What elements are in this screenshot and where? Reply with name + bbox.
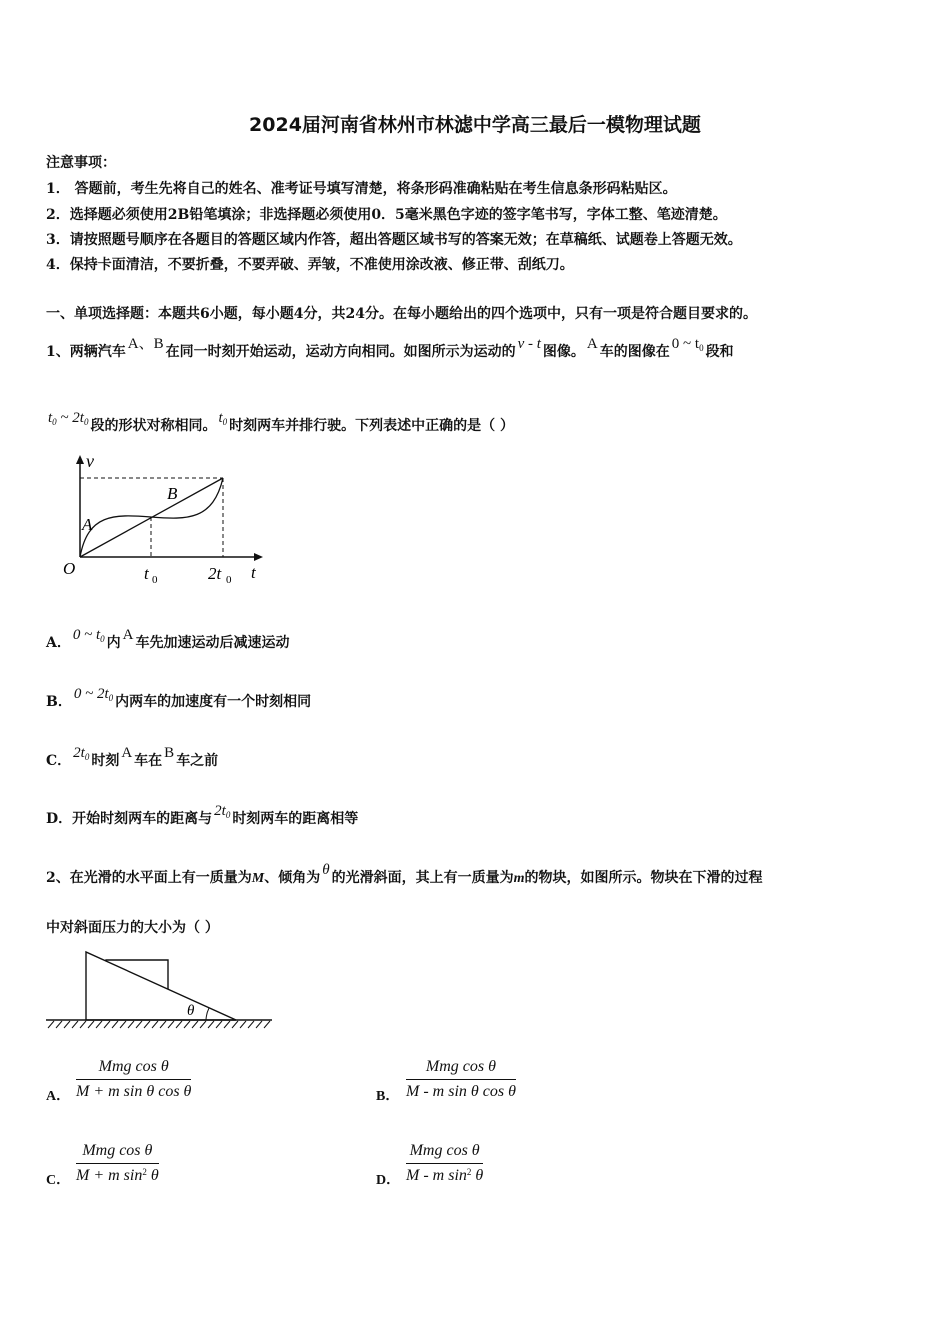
numerator-text: Mmg cos θ: [82, 1142, 153, 1159]
numerator-text: Mmg cos θ: [425, 1058, 496, 1075]
q1-text: 段和: [705, 344, 734, 360]
graph-label-2t0-sub: 0: [226, 574, 232, 586]
q2-option-a-letter[interactable]: A．: [46, 1089, 71, 1104]
q2-stem-line2: 中对斜面压力的大小为（ ）: [46, 920, 219, 936]
note-item-4: 4．保持卡面清洁，不要折叠，不要弄破、弄皱，不准使用涂改液、修正带、刮纸刀。: [46, 257, 574, 273]
q1-math-t0: [218, 410, 227, 426]
option-math-a: A: [122, 627, 134, 643]
q2-math-m-big: M: [251, 871, 265, 886]
denominator-end: θ: [471, 1167, 484, 1184]
q1-math-range2-t: t: [48, 410, 53, 426]
denominator-sup: 2: [466, 1167, 472, 1177]
graph-v-axis-arrow: [76, 455, 84, 464]
graph-label-b: B: [167, 484, 178, 503]
q2-text: 的光滑斜面，其上有一质量为: [331, 870, 514, 886]
q1-option-c[interactable]: [46, 745, 219, 770]
q2-incline-figure: [44, 948, 276, 1033]
fraction-numerator: [406, 1058, 516, 1080]
option-text: 内: [106, 635, 121, 651]
denominator-end: θ: [146, 1167, 159, 1184]
note-item-1: 1． 答题前，考生先将自己的姓名、准考证号填写清楚，将条形码准确粘贴在考生信息条形码粘贴区。: [46, 181, 677, 197]
fraction-denominator: [76, 1080, 191, 1101]
option-math-sub: 0: [84, 752, 90, 762]
q2-text: 、倾角为: [264, 870, 321, 886]
graph-label-origin: O: [63, 559, 76, 578]
option-letter: D．: [46, 811, 73, 827]
q1-math-ab: A、B: [127, 336, 164, 352]
angle-arc: [206, 1008, 209, 1020]
q1-math-sub: 0: [222, 417, 228, 427]
q1-text: 车的图像在: [599, 344, 670, 360]
option-math-sub: 0: [108, 693, 114, 703]
denominator-text: M - m sin: [406, 1167, 467, 1184]
fraction-numerator: [76, 1058, 191, 1080]
q1-text: 图像。: [542, 344, 585, 360]
q1-math-sub: 0: [52, 417, 57, 427]
option-math: [73, 745, 89, 761]
option-text: 内两车的加速度有一个时刻相同: [115, 694, 312, 710]
q1-option-b[interactable]: [46, 686, 312, 711]
q1-math-vt: v - t: [517, 336, 541, 352]
q2-option-b-fraction[interactable]: [406, 1058, 516, 1101]
graph-label-2t0: 2t: [208, 564, 222, 583]
denominator-text: M + m sin: [76, 1167, 143, 1184]
option-math: [73, 627, 105, 643]
fraction-numerator: [76, 1142, 159, 1164]
q2-text: 的物块，如图所示。物块在下滑的过程: [524, 870, 763, 886]
option-text: 时刻: [91, 753, 120, 769]
option-letter: B．: [46, 694, 72, 710]
q2-math-m-small: m: [513, 871, 525, 886]
page-title: 2024届河南省林州市林滤中学高三最后一模物理试题: [249, 114, 701, 136]
ground-hatch: [48, 1021, 270, 1028]
q1-stem-line2: [46, 410, 515, 435]
q1-option-d[interactable]: [46, 803, 359, 828]
incline-wedge: [86, 952, 236, 1020]
q2-option-d-letter[interactable]: D．: [376, 1173, 401, 1188]
graph-label-t0-sub: 0: [152, 574, 158, 586]
q1-stem-line1: [46, 336, 734, 361]
q1-vt-graph: [58, 452, 273, 592]
note-item-2: 2．选择题必须使用2B铅笔填涂；非选择题必须使用0．5毫米黑色字迹的签字笔书写，字体工整、笔迹清楚。: [46, 207, 727, 223]
denominator-text: M - m sin θ cos θ: [406, 1083, 516, 1100]
q2-option-c-letter[interactable]: C．: [46, 1173, 71, 1188]
q1-math-range1: [672, 336, 704, 352]
q2-option-c-fraction[interactable]: [76, 1142, 159, 1185]
q1-math-sub: 0: [83, 417, 89, 427]
graph-label-v: v: [86, 452, 94, 471]
q1-option-a[interactable]: [46, 627, 290, 652]
fraction-denominator: [406, 1080, 516, 1101]
note-item-3: 3．请按照题号顺序在各题目的答题区域内作答，超出答题区域书写的答案无效；在草稿纸、试题卷上答题无效。: [46, 232, 742, 248]
q1-math-a: A: [586, 336, 598, 352]
option-math-body: 0 ~ t: [72, 627, 101, 643]
q1-text: 在同一时刻开始运动，运动方向相同。如图所示为运动的: [165, 344, 516, 360]
option-math: [214, 803, 230, 819]
notes-heading: 注意事项：: [46, 155, 116, 171]
option-text: 车先加速运动后减速运动: [135, 635, 290, 651]
option-math-body: 2t: [73, 745, 85, 761]
graph-label-t0: t: [144, 564, 149, 583]
graph-t-axis-arrow: [254, 553, 263, 561]
option-math-sub: 0: [100, 634, 105, 644]
graph-label-t: t: [251, 563, 256, 582]
q1-math-range1-body: 0 ~ t: [671, 336, 700, 352]
q2-option-a-fraction[interactable]: [76, 1058, 191, 1101]
numerator-text: Mmg cos θ: [409, 1142, 480, 1159]
option-math-body: 0 ~ 2t: [73, 686, 109, 702]
q1-math-t0-body: t: [218, 410, 223, 426]
option-math-b: B: [164, 745, 175, 761]
numerator-text: Mmg cos θ: [98, 1058, 169, 1075]
fraction-denominator: [76, 1164, 159, 1185]
fraction-numerator: [406, 1142, 483, 1164]
option-math-a: A: [121, 745, 133, 761]
q2-option-d-fraction[interactable]: [406, 1142, 483, 1185]
q1-text: 段的形状对称相同。: [90, 418, 217, 434]
q1-text: 1、两辆汽车: [46, 344, 126, 360]
q1-math-sub: 0: [699, 343, 704, 353]
option-math-sub: 0: [225, 810, 231, 820]
option-math-body: 2t: [214, 803, 226, 819]
q1-math-range2-b: ~ 2t: [56, 410, 84, 426]
denominator-sup: 2: [142, 1167, 147, 1177]
fraction-denominator: [406, 1164, 483, 1185]
option-text: 车在: [134, 753, 163, 769]
option-text: 时刻两车的距离相等: [232, 811, 359, 827]
option-text: 开始时刻两车的距离与: [72, 811, 213, 827]
q1-text: 时刻两车并排行驶。下列表述中正确的是（ ）: [229, 418, 515, 434]
denominator-text: M + m sin θ cos θ: [76, 1083, 192, 1100]
option-math: [74, 686, 113, 702]
q1-math-range2: [48, 410, 88, 426]
graph-label-a: A: [82, 515, 93, 534]
option-letter: C．: [46, 753, 72, 769]
section-heading: 一、单项选择题：本题共6小题，每小题4分，共24分。在每小题给出的四个选项中，只有一项是符合题目要求的。: [46, 306, 757, 322]
angle-label: θ: [187, 1003, 195, 1019]
q2-math-theta: θ: [322, 862, 330, 878]
option-text: 车之前: [176, 753, 219, 769]
q2-text: 2、在光滑的水平面上有一质量为: [46, 870, 252, 886]
q2-stem-line1: [46, 862, 763, 887]
option-letter: A．: [46, 635, 71, 651]
q2-option-b-letter[interactable]: B．: [376, 1089, 400, 1104]
